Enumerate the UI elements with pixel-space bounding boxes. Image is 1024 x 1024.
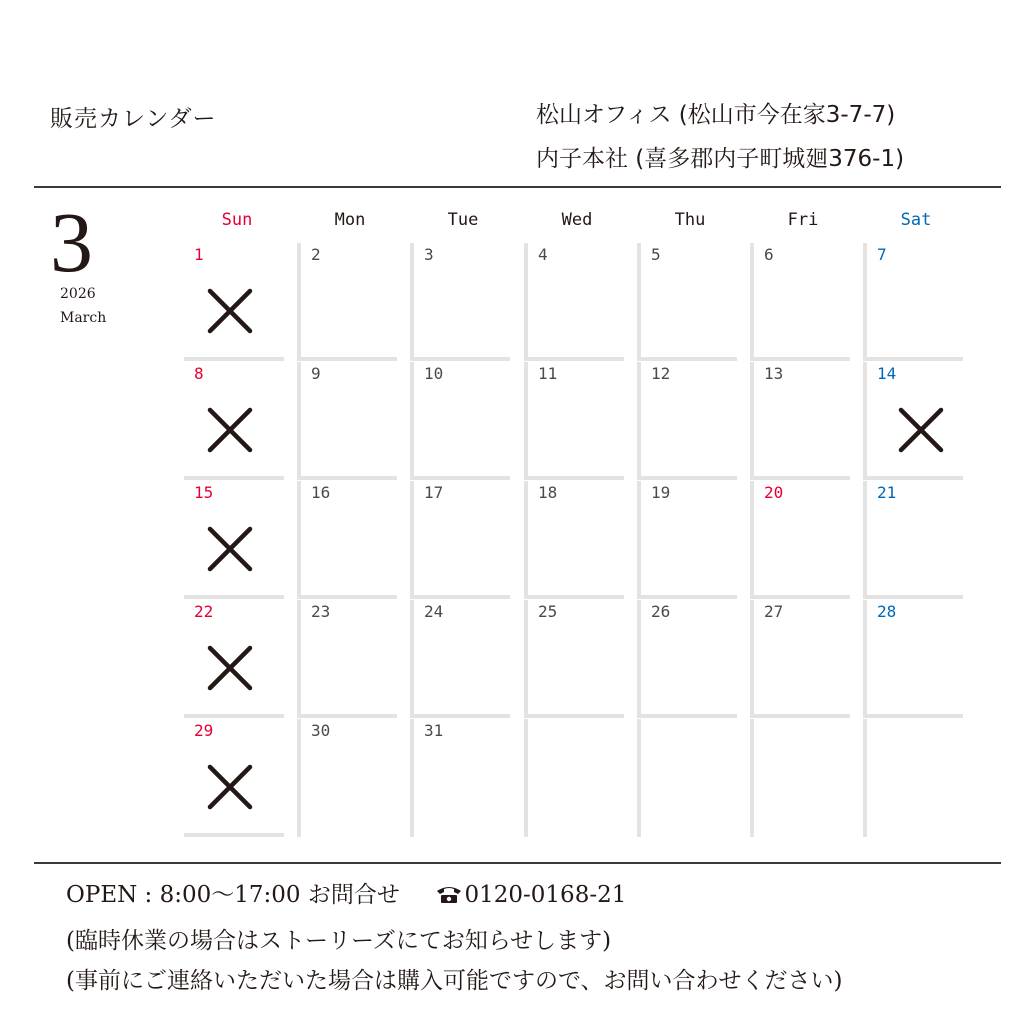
advance-contact-note: (事前にご連絡いただいた場合は購入可能ですので、お問い合わせください) — [66, 968, 843, 994]
day-cell — [184, 719, 284, 837]
cell-divider-horizontal — [524, 595, 624, 599]
cell-divider-vertical — [410, 600, 414, 718]
cell-divider-vertical — [863, 719, 867, 837]
cell-divider-horizontal — [637, 476, 737, 480]
x-mark-icon — [206, 406, 254, 454]
day-number: 5 — [651, 245, 661, 264]
cell-divider-vertical — [524, 362, 528, 480]
day-cell — [524, 481, 624, 599]
day-cell — [410, 481, 510, 599]
cell-divider-vertical — [637, 600, 641, 718]
business-hours: OPEN : 8:00〜17:00 お問合せ — [66, 882, 400, 908]
weekday-mon: Mon — [334, 210, 366, 230]
x-mark-icon — [206, 525, 254, 573]
cell-divider-vertical — [637, 243, 641, 361]
day-number: 13 — [764, 364, 784, 383]
cell-divider-horizontal — [524, 476, 624, 480]
cell-divider-horizontal — [410, 714, 510, 718]
bottom-divider — [34, 862, 1001, 864]
day-cell — [863, 481, 963, 599]
cell-divider-horizontal — [297, 595, 397, 599]
day-cell — [297, 600, 397, 718]
office-uchiko: 内子本社 (喜多郡内子町城廻376-1) — [536, 146, 905, 172]
cell-divider-horizontal — [863, 595, 963, 599]
cell-divider-horizontal — [637, 595, 737, 599]
cell-divider-vertical — [524, 481, 528, 599]
day-cell — [863, 600, 963, 718]
cell-divider-vertical — [410, 481, 414, 599]
cell-divider-vertical — [410, 362, 414, 480]
day-cell — [637, 481, 737, 599]
cell-divider-horizontal — [184, 476, 284, 480]
cell-divider-horizontal — [184, 357, 284, 361]
day-cell — [524, 600, 624, 718]
day-cell — [750, 362, 850, 480]
day-number: 19 — [651, 483, 671, 502]
month-number: 3 — [50, 194, 93, 290]
cell-divider-horizontal — [410, 357, 510, 361]
day-cell — [524, 362, 624, 480]
cell-divider-horizontal — [297, 476, 397, 480]
office-matsuyama: 松山オフィス (松山市今在家3-7-7) — [536, 102, 896, 128]
day-cell — [750, 243, 850, 361]
weekday-tue: Tue — [447, 210, 479, 230]
cell-divider-vertical — [297, 719, 301, 837]
cell-divider-vertical — [637, 481, 641, 599]
cell-divider-vertical — [863, 600, 867, 718]
contact-line — [66, 876, 626, 909]
day-cell — [637, 362, 737, 480]
weekday-wed: Wed — [561, 210, 593, 230]
day-cell — [750, 719, 850, 837]
day-number: 1 — [194, 245, 204, 264]
day-cell — [637, 719, 737, 837]
day-cell — [863, 362, 963, 480]
x-mark-icon — [206, 287, 254, 335]
day-number: 31 — [424, 721, 444, 740]
x-mark-icon — [206, 644, 254, 692]
year-label: 2026 — [60, 286, 96, 302]
cell-divider-horizontal — [410, 476, 510, 480]
cell-divider-vertical — [750, 362, 754, 480]
day-number: 2 — [311, 245, 321, 264]
cell-divider-vertical — [750, 719, 754, 837]
day-number: 8 — [194, 364, 204, 383]
cell-divider-horizontal — [184, 595, 284, 599]
day-number: 7 — [877, 245, 887, 264]
cell-divider-horizontal — [297, 714, 397, 718]
top-divider — [34, 186, 1001, 188]
cell-divider-horizontal — [750, 595, 850, 599]
day-number: 20 — [764, 483, 784, 502]
cell-divider-horizontal — [637, 714, 737, 718]
day-number: 6 — [764, 245, 774, 264]
weekday-sun: Sun — [221, 210, 253, 230]
temporary-closure-note: (臨時休業の場合はストーリーズにてお知らせします) — [66, 928, 612, 954]
cell-divider-horizontal — [863, 714, 963, 718]
day-number: 12 — [651, 364, 671, 383]
cell-divider-horizontal — [750, 357, 850, 361]
cell-divider-horizontal — [184, 714, 284, 718]
day-number: 15 — [194, 483, 214, 502]
cell-divider-horizontal — [297, 357, 397, 361]
x-mark-icon — [206, 763, 254, 811]
day-number: 30 — [311, 721, 331, 740]
day-number: 16 — [311, 483, 331, 502]
cell-divider-vertical — [863, 362, 867, 480]
cell-divider-horizontal — [637, 357, 737, 361]
page-title: 販売カレンダー — [50, 106, 217, 132]
day-number: 18 — [538, 483, 558, 502]
month-name: March — [60, 310, 107, 326]
cell-divider-vertical — [863, 481, 867, 599]
cell-divider-vertical — [297, 362, 301, 480]
day-cell — [750, 600, 850, 718]
day-cell — [184, 481, 284, 599]
cell-divider-vertical — [750, 481, 754, 599]
day-cell — [184, 362, 284, 480]
day-number: 21 — [877, 483, 897, 502]
weekday-sat: Sat — [900, 210, 932, 230]
day-cell — [637, 243, 737, 361]
x-mark-icon — [897, 406, 945, 454]
cell-divider-vertical — [863, 243, 867, 361]
day-number: 9 — [311, 364, 321, 383]
day-cell — [184, 600, 284, 718]
cell-divider-vertical — [297, 600, 301, 718]
cell-divider-vertical — [637, 719, 641, 837]
day-number: 10 — [424, 364, 444, 383]
day-cell — [410, 243, 510, 361]
day-cell — [637, 600, 737, 718]
cell-divider-vertical — [750, 600, 754, 718]
cell-divider-horizontal — [524, 357, 624, 361]
telephone-icon — [436, 884, 462, 904]
day-number: 22 — [194, 602, 214, 621]
cell-divider-horizontal — [524, 714, 624, 718]
cell-divider-horizontal — [863, 357, 963, 361]
day-cell — [863, 243, 963, 361]
day-number: 17 — [424, 483, 444, 502]
day-cell — [297, 481, 397, 599]
cell-divider-vertical — [297, 481, 301, 599]
day-cell — [863, 719, 963, 837]
cell-divider-horizontal — [750, 714, 850, 718]
day-cell — [524, 243, 624, 361]
day-number: 11 — [538, 364, 558, 383]
weekday-thu: Thu — [674, 210, 706, 230]
cell-divider-horizontal — [410, 595, 510, 599]
day-cell — [297, 362, 397, 480]
day-number: 27 — [764, 602, 784, 621]
day-number: 25 — [538, 602, 558, 621]
day-number: 4 — [538, 245, 548, 264]
phone-number[interactable]: 0120-0168-21 — [464, 882, 627, 908]
cell-divider-horizontal — [750, 476, 850, 480]
cell-divider-vertical — [750, 243, 754, 361]
day-number: 3 — [424, 245, 434, 264]
cell-divider-vertical — [297, 243, 301, 361]
cell-divider-vertical — [524, 243, 528, 361]
cell-divider-horizontal — [184, 833, 284, 837]
day-cell — [184, 243, 284, 361]
day-number: 23 — [311, 602, 331, 621]
day-cell — [297, 243, 397, 361]
day-cell — [297, 719, 397, 837]
cell-divider-vertical — [524, 719, 528, 837]
day-cell — [524, 719, 624, 837]
day-number: 14 — [877, 364, 897, 383]
cell-divider-horizontal — [863, 476, 963, 480]
day-number: 28 — [877, 602, 897, 621]
day-cell — [750, 481, 850, 599]
weekday-fri: Fri — [787, 210, 819, 230]
day-cell — [410, 362, 510, 480]
cell-divider-vertical — [524, 600, 528, 718]
day-number: 26 — [651, 602, 671, 621]
day-cell — [410, 600, 510, 718]
day-number: 29 — [194, 721, 214, 740]
cell-divider-vertical — [410, 719, 414, 837]
day-number: 24 — [424, 602, 444, 621]
cell-divider-vertical — [637, 362, 641, 480]
cell-divider-vertical — [410, 243, 414, 361]
day-cell — [410, 719, 510, 837]
